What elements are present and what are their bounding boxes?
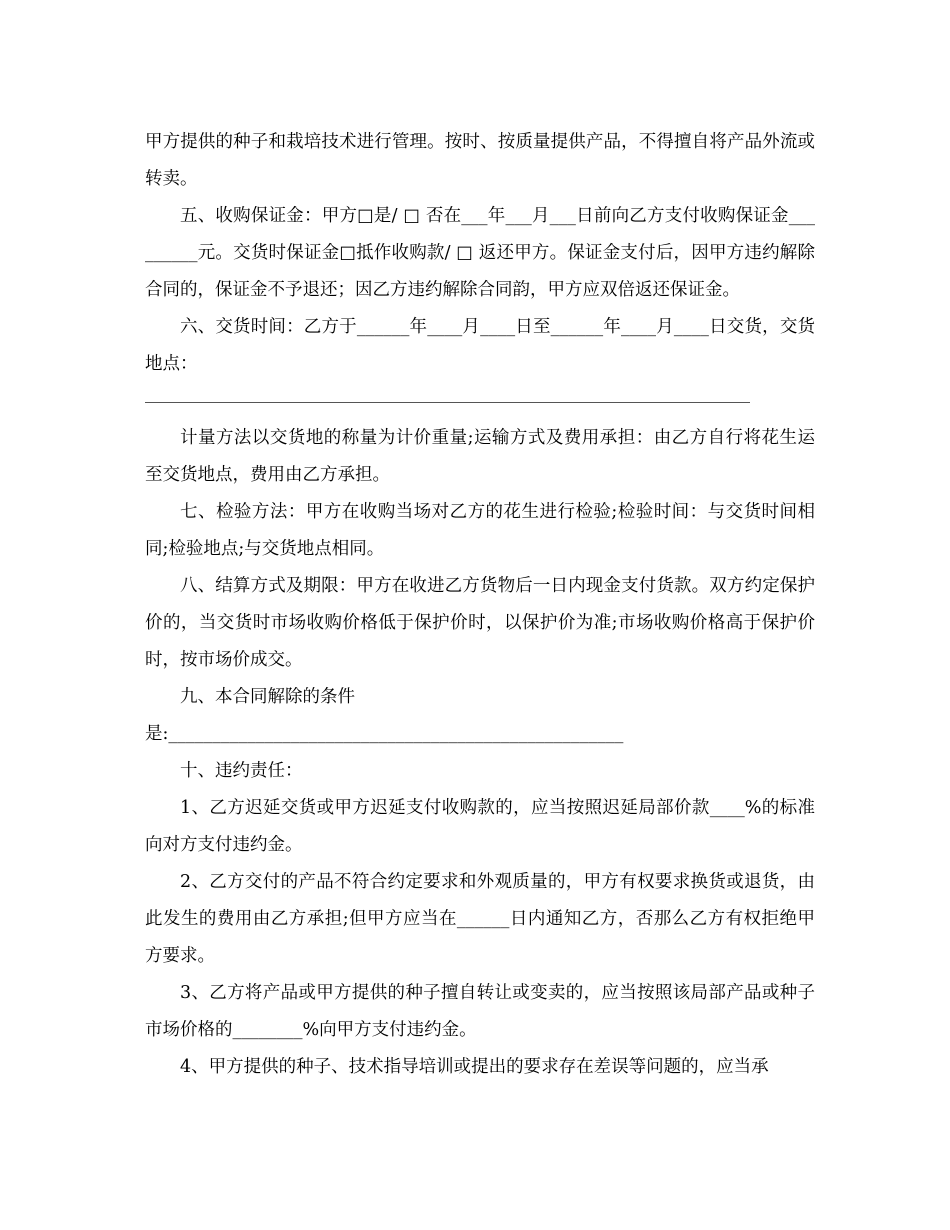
clause-6-delivery-time: 六、交货时间：乙方于______年____月____日至______年____月____日交货，交货地点： [145, 317, 815, 374]
clause-9-termination-blank: 是:____________________________________________________ [145, 724, 624, 744]
paragraph-continuation: 甲方提供的种子和栽培技术进行管理。按时、按质量提供产品，不得擅自将产品外流或转卖。 [145, 132, 815, 189]
blank-rule [145, 402, 750, 403]
liability-item-4: 4、甲方提供的种子、技术指导培训或提出的要求存在差误等问题的，应当承 [180, 1057, 769, 1077]
measurement-method: 计量方法以交货地的称量为计价重量;运输方式及费用承担：由乙方自行将花生运至交货地点，费用由乙方承担。 [145, 428, 815, 485]
clause-9-termination: 九、本合同解除的条件 [180, 687, 355, 707]
liability-item-2: 2、乙方交付的产品不符合约定要求和外观质量的，甲方有权要求换货或退货，由此发生的费用由乙方承担;但甲方应当在______日内通知乙方，否那么乙方有权拒绝甲方要求。 [145, 872, 815, 966]
clause-10-liability-heading: 十、违约责任： [180, 761, 303, 781]
delivery-location-blank-line [145, 383, 815, 420]
clause-7-inspection: 七、检验方法：甲方在收购当场对乙方的花生进行检验;检验时间：与交货时间相同;检验地点;与交货地点相同。 [145, 502, 815, 559]
clause-8-settlement: 八、结算方式及期限：甲方在收进乙方货物后一日内现金支付货款。双方约定保护价的，当交货时市场收购价格低于保护价时，以保护价为准;市场收购价格高于保护价时，按市场价成交。 [145, 576, 815, 670]
clause-5-deposit: 五、收购保证金：甲方□是/ □ 否在___年___月___日前向乙方支付收购保证金_________元。交货时保证金□抵作收购款/ □ 返还甲方。保证金支付后，因甲方违约解除合同的，保证金不予退还；因乙方违约解除合同韵，甲方应双倍返还保证金。 [145, 206, 815, 300]
contract-body [145, 124, 815, 1086]
liability-item-3: 3、乙方将产品或甲方提供的种子擅自转让或变卖的，应当按照该局部产品或种子市场价格的________%向甲方支付违约金。 [145, 983, 815, 1040]
liability-item-1: 1、乙方迟延交货或甲方迟延支付收购款的，应当按照迟延局部价款____%的标准向对方支付违约金。 [145, 798, 815, 855]
